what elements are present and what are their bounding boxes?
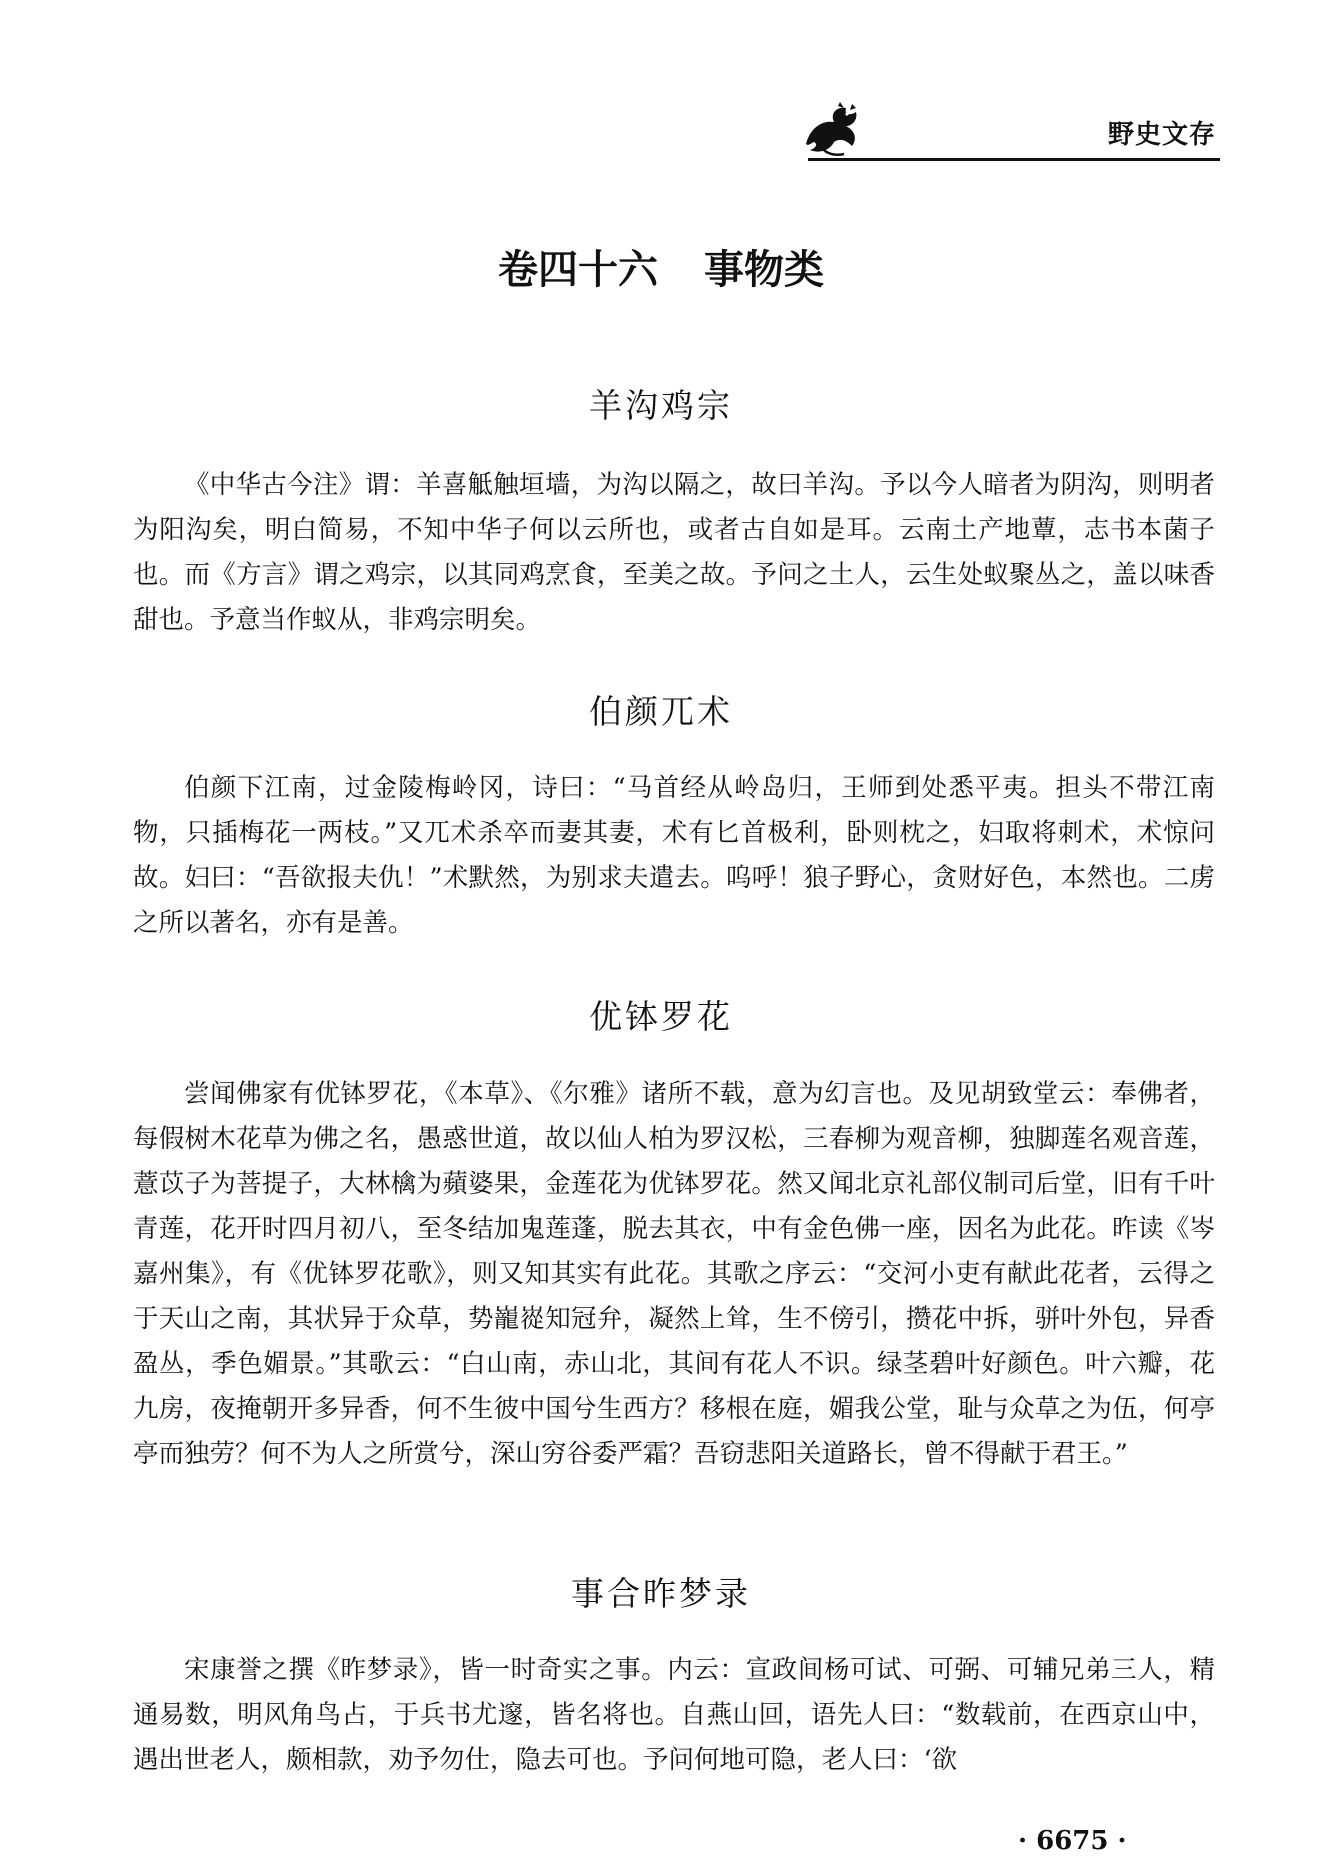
chapter-title	[0, 238, 1322, 295]
chapter-category: 事物类	[704, 247, 824, 293]
section-title: 伯颜兀术	[589, 692, 733, 731]
page-number: · 6675 ·	[1018, 1826, 1127, 1856]
section-title: 优钵罗花	[589, 997, 733, 1036]
chapter-volume: 卷四十六	[498, 247, 658, 293]
section-body: 尝闻佛家有优钵罗花，《本草》、《尔雅》诸所不载，意为幻言也。及见胡致堂云：奉佛者，每假树木花草为佛之名，愚惑世道，故以仙人柏为罗汉松，三春柳为观音柳，独脚莲名观音莲，薏苡子为菩提子，大林檎为蘋婆果，金莲花为优钵罗花。然又闻北京礼部仪制司后堂，旧有千叶青莲，花开时四月初八，至冬结加鬼莲蓬，脱去其衣，中有金色佛一座，因名为此花。昨读《岑嘉州集》，有《优钵罗花歌》，则又知其实有此花。其歌之序云：“交河小吏有献此花者，云得之于天山之南，其状异于众草，势巃嵸知冠弁，凝然上耸，生不傍引，攒花中拆，骈叶外包，异香盈丛，季色媚景。”其歌云：“白山南，赤山北，其间有花人不识。绿茎碧叶好颜色。叶六瓣，花九房，夜掩朝开多异香，何不生彼中国兮生西方？移根在庭，媚我公堂，耻与众草之为伍，何亭亭而独劳？何不为人之所赏兮，深山穷谷委严霜？吾窃悲阳关道路长，曾不得献于君王。”	[133, 1079, 1215, 1469]
page-header	[800, 92, 1220, 164]
dragon-emblem-icon	[800, 98, 872, 158]
header-rule	[808, 158, 1220, 161]
section-title: 羊沟鸡宗	[589, 386, 733, 425]
series-title: 野史文存	[1107, 120, 1216, 150]
section-body: 宋康誉之撰《昨梦录》，皆一时奇实之事。内云：宣政间杨可试、可弼、可辅兄弟三人，精通易数，明风角鸟占，于兵书尤邃，皆名将也。自燕山回，语先人曰：“数载前，在西京山中，遇出世老人，颇相款，劝予勿仕，隐去可也。予问何地可隐，老人曰：‘欲	[133, 1655, 1215, 1775]
section-title: 事合昨梦录	[571, 1574, 751, 1613]
section-body: 伯颜下江南，过金陵梅岭冈，诗曰：“马首经从岭岛归，王师到处悉平夷。担头不带江南物，只插梅花一两枝。”又兀术杀卒而妻其妻，术有匕首极利，卧则枕之，妇取将刺术，术惊问故。妇曰：“吾欲报夫仇！”术默然，为别求夫遣去。呜呼！狼子野心，贪财好色，本然也。二虏之所以著名，亦有是善。	[133, 773, 1215, 938]
section-body: 《中华古今注》谓：羊喜觝触垣墙，为沟以隔之，故曰羊沟。予以今人暗者为阴沟，则明者为阳沟矣，明白简易，不知中华子何以云所也，或者古自如是耳。云南土产地蕈，志书本菌子也。而《方言》谓之鸡宗，以其同鸡烹食，至美之故。予问之土人，云生处蚁聚丛之，盖以味香甜也。予意当作蚁从，非鸡宗明矣。	[133, 470, 1215, 635]
